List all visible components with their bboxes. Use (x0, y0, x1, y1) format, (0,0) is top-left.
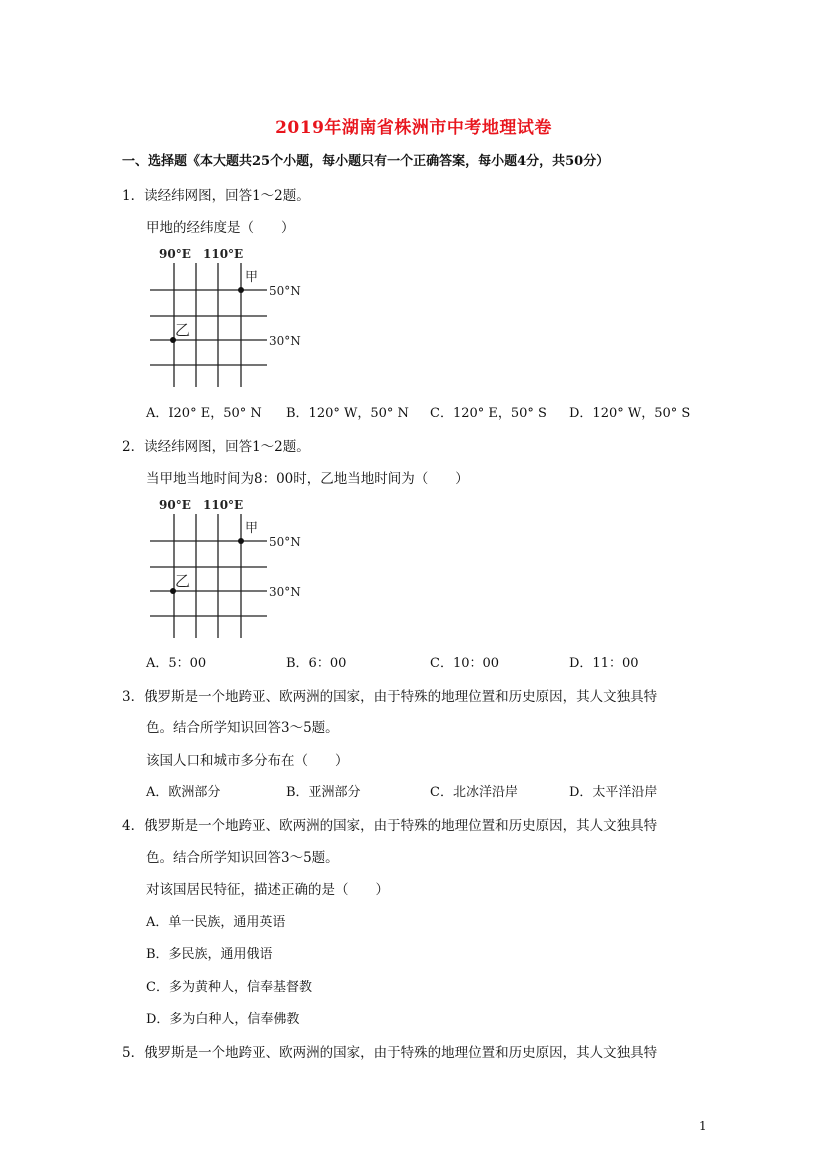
question-2-stem: 2．读经纬网图，回答1～2题。 (122, 439, 310, 455)
point-jia-label: 甲 (245, 521, 259, 536)
q3-option-d: D．太平洋沿岸 (569, 785, 658, 800)
point-jia-label: 甲 (245, 270, 259, 285)
point-yi-label: 乙 (175, 572, 191, 590)
q1-option-c: C．120° E，50° S (430, 406, 547, 421)
q1-option-b: B．120° W，50° N (286, 406, 409, 421)
question-3-stem-line2: 色。结合所学知识回答3～5题。 (146, 720, 339, 736)
q3-option-b: B．亚洲部分 (286, 785, 361, 800)
q1-option-a: A．I20° E，50° N (146, 406, 262, 421)
q2-option-b: B．6：00 (286, 656, 347, 671)
lat-label-30n: 30°N (269, 585, 301, 599)
question-2-prompt: 当甲地当地时间为8：00时，乙地当地时间为（ ） (146, 471, 469, 487)
lon-label-90e: 90°E (159, 247, 191, 261)
question-1-prompt: 甲地的经纬度是（ ） (146, 220, 295, 236)
q3-option-a: A．欧洲部分 (146, 785, 221, 800)
question-1-stem: 1．读经纬网图，回答1～2题。 (122, 188, 310, 204)
lat-long-grid-map-2 (145, 494, 320, 640)
q4-option-c: C．多为黄种人，信奉基督教 (146, 980, 312, 995)
section-heading: 一、选择题《本大题共25个小题，每小题只有一个正确答案，每小题4分，共50分） (122, 154, 610, 169)
point-jia-marker (238, 287, 244, 293)
question-4-stem-line2: 色。结合所学知识回答3～5题。 (146, 850, 339, 866)
q2-option-a: A．5：00 (146, 656, 207, 671)
q3-option-c: C．北冰洋沿岸 (430, 785, 518, 800)
point-jia-marker (238, 538, 244, 544)
q1-option-d: D．120° W，50° S (569, 406, 691, 421)
lon-label-90e: 90°E (159, 498, 191, 512)
question-5-stem-line1: 5．俄罗斯是一个地跨亚、欧两洲的国家，由于特殊的地理位置和历史原因，其人文独具特 (122, 1045, 658, 1061)
page-title: 2019年湖南省株洲市中考地理试卷 (275, 118, 552, 138)
question-4-stem-line1: 4．俄罗斯是一个地跨亚、欧两洲的国家，由于特殊的地理位置和历史原因，其人文独具特 (122, 818, 658, 834)
page-number: 1 (699, 1119, 707, 1133)
lat-label-30n: 30°N (269, 334, 301, 348)
q2-option-d: D．11：00 (569, 656, 639, 671)
lon-label-110e: 110°E (203, 247, 244, 261)
q4-option-d: D．多为白种人，信奉佛教 (146, 1012, 300, 1027)
question-4-prompt: 对该国居民特征，描述正确的是（ ） (146, 882, 389, 898)
lon-label-110e: 110°E (203, 498, 244, 512)
lat-label-50n: 50°N (269, 535, 301, 549)
q4-option-a: A．单一民族，通用英语 (146, 915, 286, 930)
lat-label-50n: 50°N (269, 284, 301, 298)
point-yi-label: 乙 (175, 321, 191, 339)
question-3-prompt: 该国人口和城市多分布在（ ） (146, 753, 349, 769)
question-3-stem-line1: 3．俄罗斯是一个地跨亚、欧两洲的国家，由于特殊的地理位置和历史原因，其人文独具特 (122, 689, 658, 705)
lat-long-grid-map-1 (145, 243, 320, 389)
q4-option-b: B．多民族，通用俄语 (146, 947, 273, 962)
q2-option-c: C．10：00 (430, 656, 500, 671)
